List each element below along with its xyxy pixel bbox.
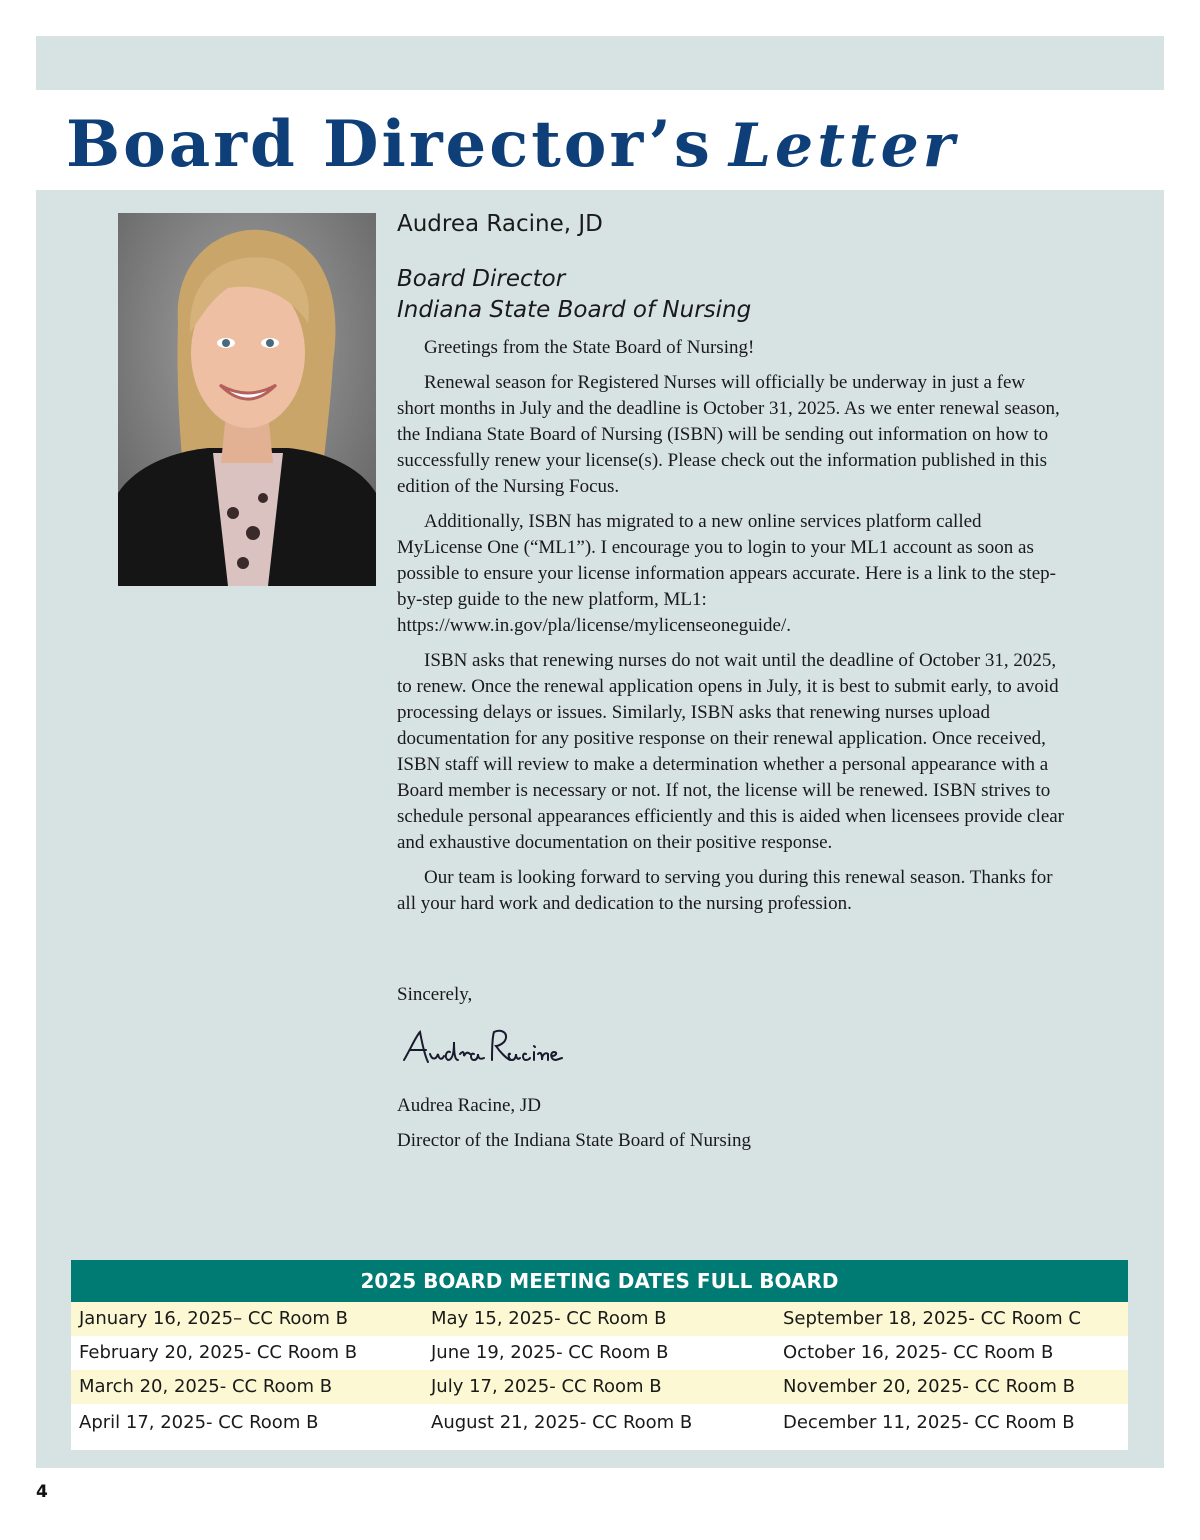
table-row xyxy=(71,1370,1128,1404)
author-photo xyxy=(118,213,376,586)
letter-paragraph: Our team is looking forward to serving you during this renewal season. Thanks for all your hard work and dedication to the nursing profession. xyxy=(397,867,1053,914)
page-number: 4 xyxy=(36,1482,48,1502)
meeting-date-cell: October 16, 2025- CC Room B xyxy=(783,1342,1054,1363)
letter-closing: Sincerely, xyxy=(397,984,473,1005)
portrait-image xyxy=(118,213,376,586)
table-row xyxy=(71,1336,1128,1370)
title-bold-part: Board Director’s xyxy=(66,107,713,182)
page-title xyxy=(66,100,958,190)
table-row xyxy=(71,1302,1128,1336)
author-role xyxy=(397,264,751,326)
meeting-date-cell: December 11, 2025- CC Room B xyxy=(783,1412,1075,1433)
meeting-date-cell: February 20, 2025- CC Room B xyxy=(79,1342,358,1363)
meeting-date-cell: January 16, 2025– CC Room B xyxy=(79,1308,349,1329)
author-role-line1: Board Director xyxy=(397,266,566,292)
meeting-date-cell: July 17, 2025- CC Room B xyxy=(431,1376,662,1397)
signoff-name: Audrea Racine, JD xyxy=(397,1095,542,1116)
meeting-date-cell: August 21, 2025- CC Room B xyxy=(431,1412,693,1433)
meeting-dates-table xyxy=(71,1260,1128,1450)
author-name: Audrea Racine, JD xyxy=(397,211,603,237)
signoff xyxy=(397,1088,751,1158)
author-role-line2: Indiana State Board of Nursing xyxy=(397,297,752,323)
top-band xyxy=(36,36,1164,90)
letter-paragraph: Additionally, ISBN has migrated to a new online services platform called MyLicense One (“ML1”). I encourage you to login to your ML1 account as soon as possible to ensure your license information appears accurate. Here is a link to the step-by-step guide to the new platform, ML1: https://www.in.gov/pla/license/mylicenseoneguide/. xyxy=(397,511,1056,636)
meeting-date-cell: March 20, 2025- CC Room B xyxy=(79,1376,333,1397)
meeting-date-cell: May 15, 2025- CC Room B xyxy=(431,1308,667,1329)
meeting-date-cell: April 17, 2025- CC Room B xyxy=(79,1412,319,1433)
letter-paragraph: ISBN asks that renewing nurses do not wait until the deadline of October 31, 2025, to renew. Once the renewal application opens in July, it is best to submit early, to avoid processing delays or issues. Similarly, ISBN asks that renewing nurses upload documentation for any positive response on their renewal application. Once received, ISBN staff will review to make a determination whether a personal appearance with a Board member is necessary or not. If not, the license will be renewed. ISBN strives to schedule personal appearances efficiently and this is aided when licensees provide clear and exhaustive documentation on their positive response. xyxy=(397,650,1065,853)
meeting-date-cell: September 18, 2025- CC Room C xyxy=(783,1308,1081,1329)
signoff-title: Director of the Indiana State Board of Nursing xyxy=(397,1130,752,1151)
meeting-date-cell: June 19, 2025- CC Room B xyxy=(431,1342,669,1363)
table-row xyxy=(71,1404,1128,1442)
letter-paragraph: Greetings from the State Board of Nursing! xyxy=(424,337,755,358)
title-italic-part: Letter xyxy=(728,111,959,181)
meeting-date-cell: November 20, 2025- CC Room B xyxy=(783,1376,1075,1397)
handwritten-signature xyxy=(392,1020,567,1076)
letter-paragraph: Renewal season for Registered Nurses will officially be underway in just a few short months in July and the deadline is October 31, 2025. As we enter renewal season, the Indiana State Board of Nursing (ISBN) will be sending out information on how to successfully renew your license(s). Please check out the information published in this edition of the Nursing Focus. xyxy=(397,372,1060,497)
meeting-dates-title: 2025 BOARD MEETING DATES FULL BOARD xyxy=(71,1260,1128,1302)
letter-body xyxy=(397,335,1067,926)
